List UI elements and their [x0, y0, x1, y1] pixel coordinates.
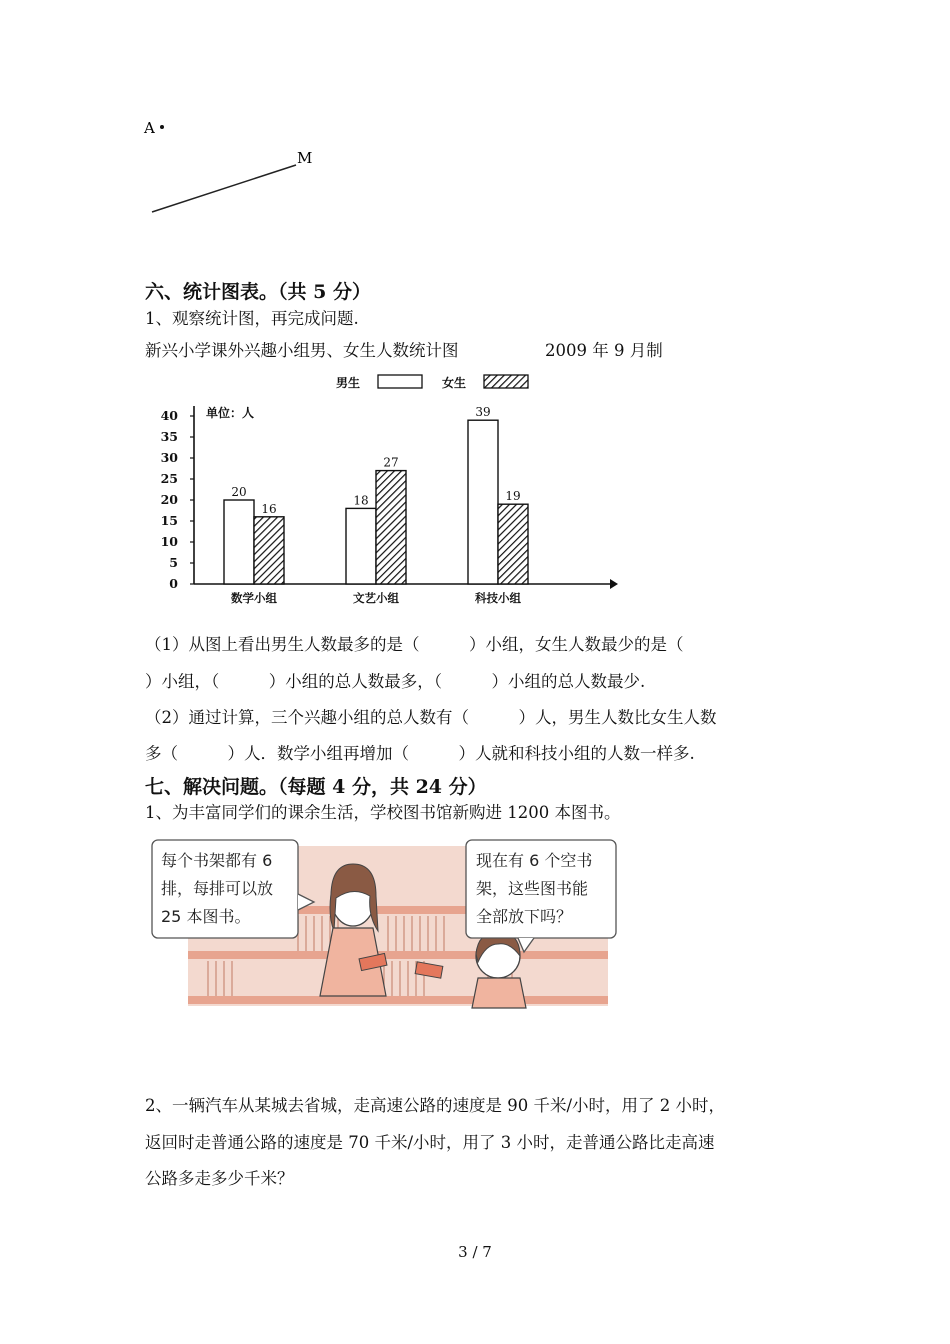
left-bubble-line-2: 排，每排可以放 [161, 879, 274, 898]
question-line-3: （2）通过计算，三个兴趣小组的总人数有（ ）人，男生人数比女生人数 [145, 708, 717, 727]
ray-am [152, 165, 296, 212]
geometry-svg [140, 115, 340, 225]
right-bubble-line-3: 全部放下吗？ [476, 907, 573, 926]
question-line-4: 多（ ）人．数学小组再增加（ ）人就和科技小组的人数一样多. [145, 744, 695, 763]
legend-girls-label: 女生 [442, 376, 467, 390]
section7-question1: 1、为丰富同学们的课余生活，学校图书馆新购进 1200 本图书。 [145, 803, 621, 822]
bar-girls [498, 504, 528, 584]
point-a-label: A [144, 119, 155, 137]
bar-girls [376, 471, 406, 584]
y-tick-label: 30 [160, 450, 178, 465]
bar-value-label: 20 [231, 485, 247, 499]
left-bubble-line-1: 每个书架都有 6 [161, 851, 273, 870]
legend-girls-swatch [484, 375, 528, 388]
bar-value-label: 27 [383, 455, 399, 470]
shelf-board-3 [188, 996, 608, 1004]
y-tick-label: 0 [169, 576, 178, 591]
bar-value-label: 16 [261, 501, 277, 516]
bar-girls [254, 517, 284, 584]
y-tick-label: 10 [160, 534, 178, 549]
x-axis-arrow [610, 579, 618, 589]
chart-unit: 单位：人 [206, 406, 255, 420]
y-tick-label: 25 [160, 471, 178, 486]
section6-question1: 1、观察统计图，再完成问题. [145, 309, 359, 328]
bar-value-label: 18 [353, 493, 369, 508]
bar-value-label: 19 [505, 489, 521, 504]
question-line-2: ）小组，（ ）小组的总人数最多，（ ）小组的总人数最少. [145, 672, 646, 691]
point-m-label: M [297, 149, 313, 167]
y-tick-label: 35 [160, 429, 178, 444]
category-label: 科技小组 [475, 591, 521, 605]
category-label: 文艺小组 [353, 591, 399, 605]
legend-boys-swatch [378, 375, 422, 388]
question-line-1: （1）从图上看出男生人数最多的是（ ）小组，女生人数最少的是（ [145, 635, 684, 654]
y-tick-label: 20 [160, 492, 178, 507]
bar-value-label: 39 [475, 405, 491, 420]
left-bubble-line-3: 25 本图书。 [161, 907, 251, 926]
chart-caption: 新兴小学课外兴趣小组男、女生人数统计图 [145, 341, 459, 360]
bar-boys [468, 420, 498, 584]
right-bubble-line-1: 现在有 6 个空书 [476, 851, 593, 870]
question2-line-2: 返回时走普通公路的速度是 70 千米/小时，用了 3 小时，走普通公路比走高速 [145, 1133, 715, 1152]
chart-date: 2009 年 9 月制 [545, 341, 663, 360]
question2-line-1: 2、一辆汽车从某城去省城，走高速公路的速度是 90 千米/小时，用了 2 小时， [145, 1096, 726, 1115]
right-bubble-line-2: 架，这些图书能 [476, 879, 589, 898]
y-tick-label: 15 [160, 513, 178, 528]
question2-line-3: 公路多走多少千米？ [145, 1169, 294, 1188]
point-a [160, 125, 164, 129]
shelf-board-2 [188, 951, 608, 959]
section7-heading: 七、解决问题。（每题 4 分，共 24 分） [145, 776, 487, 798]
library-illustration [148, 836, 628, 1016]
page-number: 3 / 7 [458, 1243, 492, 1261]
geometry-figure [140, 115, 340, 225]
y-tick-label: 40 [160, 408, 178, 423]
bar-chart [148, 370, 628, 610]
bar-boys [346, 508, 376, 584]
y-tick-label: 5 [169, 555, 178, 570]
library-svg [148, 836, 628, 1016]
section6-heading: 六、统计图表。（共 5 分） [145, 281, 371, 303]
category-label: 数学小组 [231, 591, 277, 605]
bar-boys [224, 500, 254, 584]
legend-boys-label: 男生 [336, 376, 361, 390]
bar-chart-svg [148, 370, 628, 610]
